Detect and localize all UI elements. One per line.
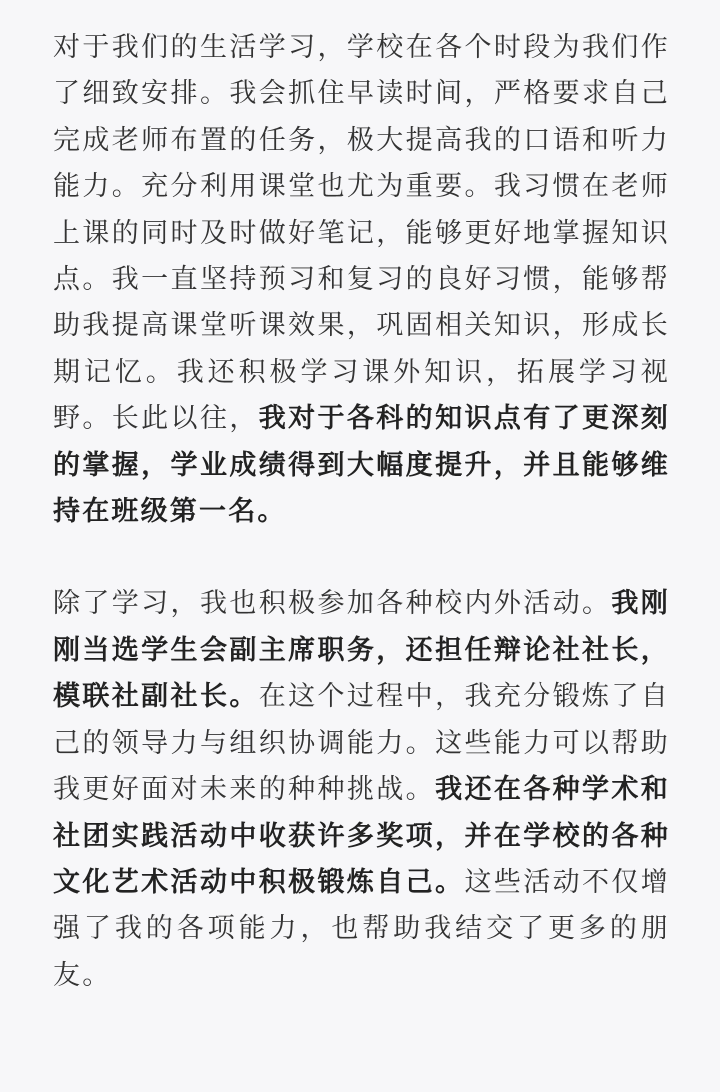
text-segment: 这些活动不仅增强了我的各项能力，也帮助我结交了更多的朋友。 [53, 866, 670, 991]
text-segment: 除了学习，我也积极参加各种校内外活动。 [53, 588, 612, 620]
text-segment: 在这个过程中，我充分锻炼了自己的领导力与组织协调能力。这些能力可以帮助我更好面对未来的种种挑战。 [53, 681, 670, 806]
paragraph-study [53, 25, 670, 535]
paragraph-activities [53, 581, 670, 999]
bold-text-segment: 我刚刚当选学生会副主席职务，还担任辩论社社长，模联社副社长。 [53, 588, 670, 713]
bold-text-segment: 我还在各种学术和社团实践活动中收获许多奖项，并在学校的各种文化艺术活动中积极锻炼自己。 [53, 774, 670, 898]
text-segment: 对于我们的生活学习，学校在各个时段为我们作了细致安排。我会抓住早读时间，严格要求自己完成老师布置的任务，极大提高我的口语和听力能力。充分利用课堂也尤为重要。我习惯在老师上课的同时及时做好笔记，能够更好地掌握知识点。我一直坚持预习和复习的良好习惯，能够帮助我提高课堂听课效果，巩固相关知识，形成长期记忆。我还积极学习课外知识，拓展学习视野。长此以往， [53, 32, 670, 435]
bold-text-segment: 我对于各科的知识点有了更深刻的掌握，学业成绩得到大幅度提升，并且能够维持在班级第一名。 [53, 403, 670, 528]
